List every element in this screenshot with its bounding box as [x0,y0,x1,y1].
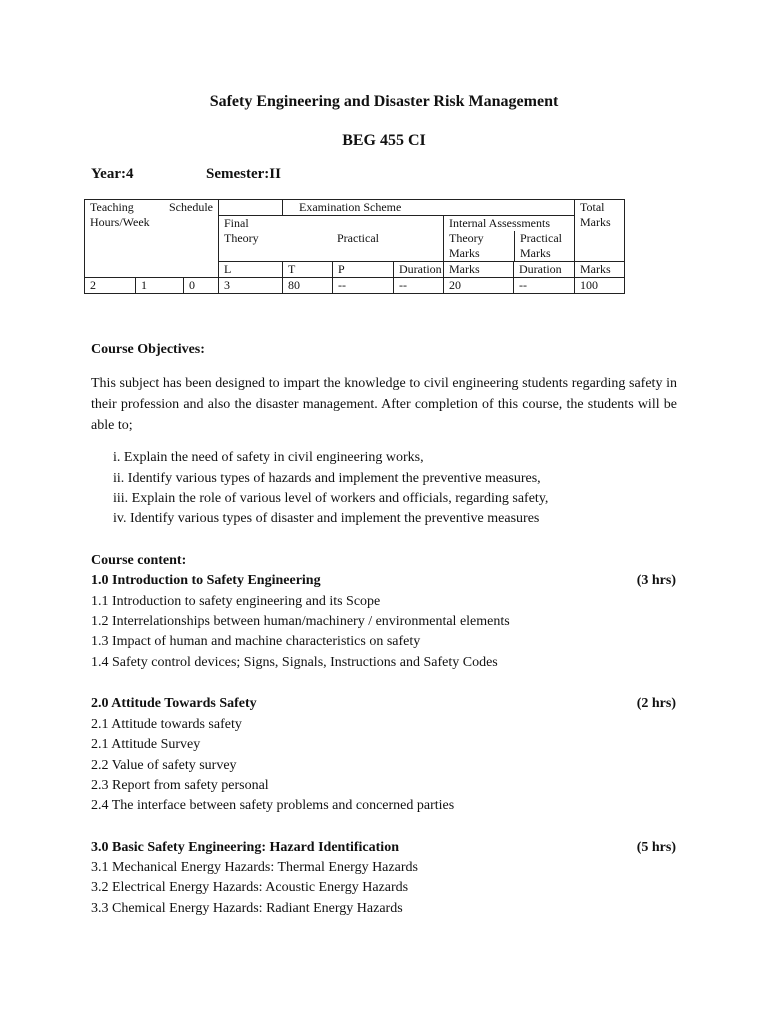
header-practical-duration: Duration [514,262,575,278]
course-code: BEG 455 CI [342,132,426,149]
examination-scheme-cell: Examination Scheme [283,200,575,216]
content-item: 3.3 Chemical Energy Hazards: Radiant Energy Hazards [91,901,403,916]
value-internal-practical: -- [514,278,575,294]
year-label: Year:4 [91,166,134,182]
final-theory-label: Theory [224,231,259,245]
section-1-title: 1.0 Introduction to Safety Engineering [91,573,321,588]
practical-marks-label-1: Practical [520,231,562,245]
final-cell [219,216,444,262]
section-2-title: 2.0 Attitude Towards Safety [91,696,257,711]
value-l: 2 [85,278,136,294]
marks-label: Marks [580,215,611,229]
table-values-row [85,278,625,294]
header-practical-marks: Marks [575,262,625,278]
total-marks-cell [575,200,625,262]
value-final-duration: 3 [219,278,283,294]
content-item: 2.1 Attitude towards safety [91,717,242,732]
content-item: 2.2 Value of safety survey [91,758,237,773]
value-practical-marks: -- [394,278,444,294]
section-3-title: 3.0 Basic Safety Engineering: Hazard Identification [91,840,399,855]
blank-cell [219,200,283,216]
objectives-intro: This subject has been designed to impart the knowledge to civil engineering students regarding safety in their profession and also the disaster management. After completion of this course, the students will be able to; [91,376,677,433]
objective-item: i. Explain the need of safety in civil engineering works, [113,450,424,465]
objective-item: iii. Explain the role of various level of workers and officials, regarding safety, [113,491,549,506]
content-item: 1.4 Safety control devices; Signs, Signals, Instructions and Safety Codes [91,655,498,670]
section-2-hours: (2 hrs) [636,696,676,711]
objective-item: iv. Identify various types of disaster and implement the preventive measures [113,511,540,526]
value-p: 0 [184,278,219,294]
objective-item: ii. Identify various types of hazards and implement the preventive measures, [113,471,541,486]
value-final-marks: 80 [283,278,333,294]
schedule-label: Schedule [169,200,213,214]
content-item: 1.1 Introduction to safety engineering and its Scope [91,594,381,609]
value-internal-theory: 20 [444,278,514,294]
teaching-schedule-cell [85,200,219,278]
value-t: 1 [136,278,184,294]
practical-marks-subcell [515,231,562,261]
value-total-marks: 100 [575,278,625,294]
table-header-row-1 [85,200,625,216]
content-item: 2.3 Report from safety personal [91,778,269,793]
course-content-heading: Course content: [91,553,187,568]
internal-assessments-label: Internal Assessments [449,216,550,230]
value-practical-duration: -- [333,278,394,294]
practical-marks-label-2: Marks [520,246,551,260]
final-practical-label: Practical [337,231,379,245]
content-item: 1.2 Interrelationships between human/machinery / environmental elements [91,614,510,629]
theory-marks-label-1: Theory [449,231,484,245]
header-t: T [283,262,333,278]
teaching-label: Teaching [90,200,134,214]
header-p: P [333,262,394,278]
theory-marks-label-2: Marks [449,246,480,260]
content-item: 2.1 Attitude Survey [91,737,201,752]
header-l: L [219,262,283,278]
theory-marks-subcell [444,231,515,261]
content-item: 3.2 Electrical Energy Hazards: Acoustic Energy Hazards [91,880,409,895]
final-label: Final [224,216,249,230]
total-label: Total [580,200,605,214]
content-item: 1.3 Impact of human and machine characteristics on safety [91,634,421,649]
content-item: 2.4 The interface between safety problems and concerned parties [91,798,455,813]
semester-label: Semester:II [206,166,281,182]
hours-week-label: Hours/Week [90,215,150,229]
header-final-marks: Marks [444,262,514,278]
header-final-duration: Duration [394,262,444,278]
section-3-hours: (5 hrs) [636,840,676,855]
examination-scheme-table [84,199,625,294]
section-1-hours: (3 hrs) [636,573,676,588]
document-title: Safety Engineering and Disaster Risk Management [209,93,559,110]
internal-assessments-cell [444,216,575,262]
course-objectives-heading: Course Objectives: [91,342,205,357]
content-item: 3.1 Mechanical Energy Hazards: Thermal Energy Hazards [91,860,418,875]
